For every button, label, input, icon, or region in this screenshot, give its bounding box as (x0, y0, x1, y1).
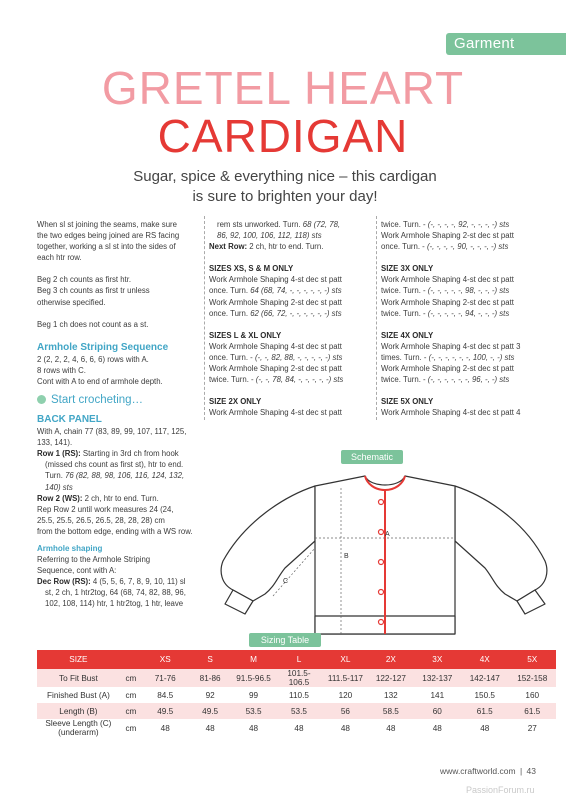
text-line: Work Armhole Shaping 2-st dec st patt (209, 297, 342, 307)
text-span: 2 ch, htr to end. Turn. (247, 242, 324, 252)
table-cell: 101.5-106.5 (275, 669, 322, 687)
start-heading-text: Start crocheting… (51, 394, 144, 407)
text-span: (-, -, -, -, -, -, 96, -, -) sts (427, 375, 510, 385)
text-line: Work Armhole Shaping 4-st dec st patt 3 (381, 341, 521, 351)
sizing-table-label: Sizing Table (249, 633, 321, 647)
table-cell: 91.5-96.5 (232, 669, 275, 687)
column-divider (376, 216, 377, 420)
text-line: When sl st joining the seams, make sure (37, 220, 177, 229)
text-line: the two edges being joined are RS facing (37, 231, 180, 241)
table-cell: 150.5 (461, 687, 508, 703)
start-heading (37, 393, 205, 407)
page-footer (440, 766, 536, 776)
table-header-row (37, 650, 556, 669)
armhole-heading: Armhole shaping (37, 543, 103, 553)
size-heading: SIZE 2X ONLY (209, 397, 262, 407)
text-span: 62 (66, 72, -, -, -, -, -, -) sts (250, 308, 342, 318)
text-line: st, 2 ch, 1 htr2tog, 64 (68, 74, 82, 88, 96, (45, 588, 186, 598)
title-line-1: GRETEL HEART (101, 62, 465, 114)
row2-label: Row 2 (WS): (37, 493, 83, 503)
table-header-cell: SIZE (37, 650, 120, 669)
row2-line (37, 493, 205, 504)
text-span: once. Turn. - (209, 352, 255, 362)
text-line (381, 352, 553, 363)
text-line: Work Armhole Shaping 2-st dec st patt (381, 364, 514, 374)
table-header-cell: 2X (368, 650, 413, 669)
text-line: Beg 3 ch counts as first tr unless (37, 286, 150, 296)
size-heading: SIZE 4X ONLY (381, 330, 434, 340)
table-cell: 122-127 (368, 669, 413, 687)
subtitle-line-1: Sugar, spice & everything nice – this cardigan (133, 168, 437, 185)
measure-label-b: B (344, 553, 349, 560)
table-cell: 48 (323, 719, 368, 737)
text-line: Cont with A to end of armhole depth. (37, 376, 163, 386)
text-span: 2 ch, htr to end. Turn. (82, 493, 159, 503)
page-number: 43 (526, 766, 537, 776)
table-header-cell: M (232, 650, 275, 669)
text-line (381, 374, 553, 385)
table-row (37, 669, 556, 687)
text-span: (-, -, -, -, -, 98, -, -, -) sts (427, 286, 510, 296)
text-line: Work Armhole Shaping 4-st dec st patt (381, 275, 514, 285)
text-span: (-, -, -, -, -, 94, -, -, -) sts (427, 308, 510, 318)
next-row-label: Next Row: (209, 242, 248, 252)
table-cell: 49.5 (188, 703, 231, 719)
table-cell: 92 (188, 687, 231, 703)
measure-label-c: C (283, 578, 289, 585)
size-heading: SIZE 5X ONLY (381, 397, 434, 407)
text-line: Work Armhole Shaping 4-st dec st patt (209, 275, 342, 285)
table-cell: 142-147 (461, 669, 508, 687)
cardigan-schematic (215, 466, 555, 638)
table-cell: 111.5-117 (323, 669, 368, 687)
text-line: 133, 141). (37, 438, 73, 448)
dec-row-label: Dec Row (RS): (37, 577, 91, 587)
table-cell: 48 (232, 719, 275, 737)
table-cell: 48 (275, 719, 322, 737)
table-cell: 84.5 (142, 687, 188, 703)
table-cell: 49.5 (142, 703, 188, 719)
table-cell: 53.5 (275, 703, 322, 719)
table-cell: 27 (508, 719, 556, 737)
text-span: 76 (82, 88, 98, 106, 116, 124, 132, (65, 471, 185, 481)
table-cell: 110.5 (275, 687, 322, 703)
title-line-2: CARDIGAN (157, 110, 409, 162)
text-line (381, 241, 553, 252)
text-span: Starting in 3rd ch from hook (80, 449, 179, 459)
text-span: (-, -, 78, 84, -, -, -, -, -) sts (255, 375, 344, 385)
text-line: together, working a sl st into the sides of (37, 242, 176, 252)
table-cell: cm (120, 719, 142, 737)
section-tab-label: Garment (454, 35, 515, 52)
subtitle-line-2: is sure to brighten your day! (192, 188, 378, 205)
dec-row-line (37, 576, 205, 587)
text-line: Rep Row 2 until work measures 24 (24, (37, 504, 174, 514)
table-cell: 120 (323, 687, 368, 703)
table-cell: 56 (323, 703, 368, 719)
text-line: otherwise specified. (37, 297, 106, 307)
text-span: once. Turn. (209, 308, 251, 318)
text-span: (-, -, -, -, 92, -, -, -, -) sts (427, 220, 510, 229)
text-line (381, 219, 553, 230)
right-sleeve (455, 486, 547, 601)
table-cell: 61.5 (461, 703, 508, 719)
table-cell: 48 (188, 719, 231, 737)
text-span: rem sts unworked. Turn. (217, 220, 303, 229)
section-tab (446, 33, 566, 55)
text-line: Beg 2 ch counts as first htr. (37, 275, 132, 285)
text-line (209, 219, 377, 230)
table-cell: cm (120, 669, 142, 687)
text-line: With A, chain 77 (83, 89, 99, 107, 117, 125, (37, 427, 187, 437)
table-cell: cm (120, 703, 142, 719)
table-header-cell: XS (142, 650, 188, 669)
table-cell: 53.5 (232, 703, 275, 719)
table-header-cell: S (188, 650, 231, 669)
text-line: Work Armhole Shaping 2-st dec st patt (209, 364, 342, 374)
size-heading: SIZES XS, S & M ONLY (209, 264, 294, 274)
striping-heading: Armhole Striping Sequence (37, 341, 169, 353)
text-line: 8 rows with C. (37, 365, 86, 375)
subtitle (60, 167, 510, 207)
text-line: Work Armhole Shaping 4-st dec st patt (209, 408, 342, 418)
footer-separator: | (519, 766, 523, 776)
text-line: Work Armhole Shaping 4-st dec st patt 4 (381, 408, 521, 418)
text-line (381, 308, 553, 319)
text-line: Work Armhole Shaping 4-st dec st patt (209, 341, 342, 351)
table-cell: Finished Bust (A) (37, 687, 120, 703)
schematic-label: Schematic (341, 450, 403, 464)
text-line (209, 352, 377, 363)
text-span: twice. Turn. - (381, 220, 428, 229)
watermark: PassionForum.ru (466, 785, 535, 795)
left-sleeve (221, 486, 315, 601)
button-icon (379, 560, 384, 565)
table-cell: 132-137 (414, 669, 461, 687)
text-line: 2 (2, 2, 2, 4, 6, 6, 6) rows with A. (37, 354, 149, 364)
column-3 (381, 219, 553, 418)
table-cell: 141 (414, 687, 461, 703)
table-cell: 48 (461, 719, 508, 737)
measure-label-a: A (385, 531, 390, 538)
footer-site: www.craftworld.com (440, 766, 516, 776)
text-span: once. Turn. - (381, 242, 427, 252)
sizing-table (37, 650, 556, 737)
table-cell: Length (B) (37, 703, 120, 719)
back-panel-heading: BACK PANEL (37, 414, 102, 426)
text-span: 4 (5, 5, 6, 7, 8, 9, 10, 11) sl (90, 577, 186, 587)
table-cell: To Fit Bust (37, 669, 120, 687)
button-icon (379, 620, 384, 625)
table-row (37, 703, 556, 719)
table-cell: 152-158 (508, 669, 556, 687)
table-cell: 71-76 (142, 669, 188, 687)
table-header-cell: 5X (508, 650, 556, 669)
text-line (37, 470, 205, 481)
table-cell: 132 (368, 687, 413, 703)
next-row-line (209, 241, 377, 252)
text-span: Turn. (45, 471, 66, 481)
table-cell: 48 (368, 719, 413, 737)
text-line: 86, 92, 100, 106, 112, 118) sts (217, 231, 322, 241)
table-cell: 48 (142, 719, 188, 737)
text-span: twice. Turn. - (209, 375, 256, 385)
text-span: (-, -, -, -, -, -, 100, -, -) sts (428, 352, 515, 362)
text-span: twice. Turn. - (381, 308, 428, 318)
text-line: Beg 1 ch does not count as a st. (37, 319, 149, 329)
text-line (209, 308, 377, 319)
text-line: (missed chs count as first st), htr to end. (45, 460, 184, 470)
row1-label: Row 1 (RS): (37, 449, 81, 459)
text-line: each htr row. (37, 253, 82, 263)
text-span: 68 (72, 78, (302, 220, 341, 229)
text-line: 25.5, 25.5, 26.5, 26.5, 28, 28, 28) cm (37, 515, 165, 525)
table-cell: 99 (232, 687, 275, 703)
text-line (381, 285, 553, 296)
table-header-cell: L (275, 650, 322, 669)
column-2 (209, 219, 377, 418)
text-line: Work Armhole Shaping 2-st dec st patt (381, 297, 514, 307)
table-cell: 58.5 (368, 703, 413, 719)
text-line: Referring to the Armhole Striping (37, 555, 151, 565)
bullet-dot-icon (37, 395, 46, 404)
text-line (209, 374, 377, 385)
text-line: Sequence, cont with A: (37, 566, 117, 576)
text-line (209, 285, 377, 296)
text-span: 64 (68, 74, -, -, -, -, -, -) sts (250, 286, 342, 296)
text-span: twice. Turn. - (381, 375, 428, 385)
text-span: once. Turn. (209, 286, 251, 296)
size-heading: SIZES L & XL ONLY (209, 330, 282, 340)
table-cell: 61.5 (508, 703, 556, 719)
table-header-cell (120, 650, 142, 669)
table-row (37, 719, 556, 737)
text-line: 140) sts (45, 482, 73, 492)
text-line: 102, 108, 114) htr, 1 htr2tog, 1 htr, leave (45, 599, 184, 609)
text-span: (-, -, -, -, 90, -, -, -, -) sts (426, 242, 509, 252)
table-cell: cm (120, 687, 142, 703)
table-cell: 60 (414, 703, 461, 719)
table-cell: 160 (508, 687, 556, 703)
table-header-cell: 4X (461, 650, 508, 669)
column-divider (204, 216, 205, 420)
table-cell: 48 (414, 719, 461, 737)
button-icon (379, 530, 384, 535)
button-icon (379, 500, 384, 505)
size-heading: SIZE 3X ONLY (381, 264, 434, 274)
row1-line (37, 448, 205, 459)
table-header-cell: XL (323, 650, 368, 669)
table-cell: 81-86 (188, 669, 231, 687)
text-span: twice. Turn. - (381, 286, 428, 296)
text-line: from the bottom edge, ending with a WS row. (37, 526, 193, 536)
text-line: Work Armhole Shaping 2-st dec st patt (381, 231, 514, 241)
text-span: times. Turn. - (381, 352, 429, 362)
table-cell: Sleeve Length (C) (underarm) (37, 719, 120, 737)
table-row (37, 687, 556, 703)
text-span: (-, -, 82, 88, -, -, -, -, -) sts (254, 352, 343, 362)
column-1 (37, 219, 205, 610)
table-header-cell: 3X (414, 650, 461, 669)
button-icon (379, 590, 384, 595)
